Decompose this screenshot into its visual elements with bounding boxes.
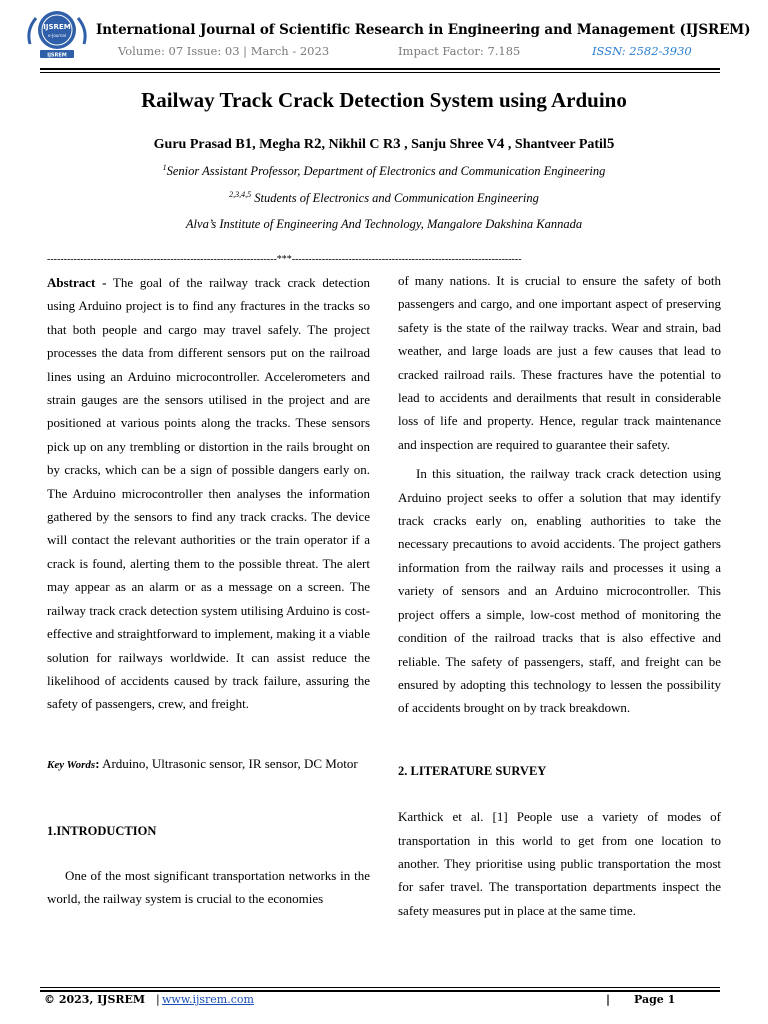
svg-text:IJSREM: IJSREM [47, 52, 67, 59]
affiliation-students: $^{2,3,4,5}$ Students of Electronics and Communication Engineering [229, 190, 539, 206]
author-name: Sanju Shree V [411, 137, 497, 152]
abstract-text: The goal of the railway track crack detection using Arduino project is to find any fractures in the tracks so that both people and cargo may travel safely. The project processes the data from different sensors put on the railroad lines using an Arduino microcontroller. Accelerometers and strain gauges are the sensors utilised in the project and are positioned at various points along the tracks. These sensors pick up on any trembling or distortion in the rails brought on by cracks, which can be a sign of possible dangers early on. The Arduino microcontroller then analyses the information gathered by the sensors to find any track cracks. The device will contact the relevant authorities or the train operator if a crack is found, alerting them to the possible threat. The alert may appear as an alarm or as a message on a screen. The railway track crack detection system utilising Arduino is cost-effective and straightforward to implement, making it a viable solution for railways worldwide. It can assist reduce the likelihood of accidents caused by track failure, assuring the safety of passengers, crew, and freight. [47, 275, 370, 712]
author-index: 3 [393, 136, 401, 152]
journal-meta [0, 44, 768, 60]
left-column [47, 271, 370, 910]
right-column [398, 269, 721, 922]
abstract-label: Abstract - [47, 275, 107, 290]
author-index: 2 [314, 136, 322, 152]
footer-divider: | [156, 993, 160, 1006]
keywords: Key Words: Arduino, Ultrasonic sensor, IR sensor, DC Motor [47, 755, 358, 771]
author-index: 5 [606, 136, 615, 152]
section-separator: ---------------------------------------------------------------------***--------------------------------------------------------------------- [47, 254, 522, 265]
affiliation-institute: Alva’s Institute of Engineering And Technology, Mangalore Dakshina Kannada [185, 217, 583, 231]
author-name: Nikhil C R [328, 137, 394, 152]
literature-survey-paragraph: Karthick et al. [1] People use a variety of modes of transportation in this world to get from one location to another. They prioritise using public transportation the most for safer travel. The transportation departments inspect the safety measures put in place at the same time. [398, 809, 721, 918]
header-rule [40, 68, 720, 70]
introduction-paragraph-continued: of many nations. It is crucial to ensure the safety of both passengers and cargo, and one important aspect of preserving safety is the state of the railway tracks. Wear and strain, bad weather, and large loads are just a few causes that lead to cracked railroad rails. These fractures have the potential to lead to accidents and derailments that result in considerable loss of life and property. Hence, regular track maintenance and inspection are required to guarantee their safety. [398, 273, 721, 452]
svg-text:e-Journal: e-Journal [48, 33, 66, 38]
keywords-label: Key Words [47, 758, 96, 771]
author-name: Megha R [259, 137, 314, 152]
footer-rule-thin [40, 987, 720, 988]
author-name: Shantveer Patil [514, 137, 607, 152]
keywords-text: Arduino, Ultrasonic sensor, IR sensor, DC Motor [99, 755, 358, 771]
author-name: Guru Prasad B [153, 137, 245, 152]
website-link[interactable]: www.ijsrem.com [162, 993, 254, 1006]
header-rule-thin [40, 72, 720, 73]
paper-title: Railway Track Crack Detection System using Arduino [141, 88, 627, 112]
introduction-paragraph-2: In this situation, the railway track crack detection using Arduino project seeks to offer a solution that may identify track cracks early on, enabling authorities to take the necessary precautions to avoid accidents. The project gathers information from the railway rails and processes it using a variety of sensors and an Arduino microcontroller. This project offers a simple, low-cost method of monitoring the condition of the railroad tracks that is also effective and reliable. The safety of passengers, staff, and freight can be ensured by adopting this technology to lessen the possibility of accidents brought on by track breakdown. [398, 466, 721, 716]
page-number: Page 1 [634, 993, 676, 1006]
abstract [47, 271, 370, 716]
introduction-paragraph: One of the most significant transportation networks in the world, the railway system is crucial to the economies [47, 867, 370, 906]
author-index: 1 [244, 136, 253, 152]
footer-rule [40, 990, 720, 992]
section-heading-introduction: 1.INTRODUCTION [47, 824, 157, 839]
section-heading-literature-survey: 2. LITERATURE SURVEY [398, 763, 547, 778]
issn: ISSN: 2582-3930 [592, 44, 692, 58]
author-index: 4 [496, 136, 505, 152]
journal-title: International Journal of Scientific Research in Engineering and Management (IJSREM) [96, 22, 751, 38]
volume-info: Volume: 07 Issue: 03 | March - 2023 [118, 44, 330, 58]
affiliation-professor: $^1$Senior Assistant Professor, Department of Electronics and Communication Engineering [162, 163, 606, 179]
logo-text: IJSREM [43, 23, 71, 31]
page-footer [0, 993, 768, 1009]
copyright: © 2023, IJSREM [44, 993, 146, 1006]
author-list: Guru Prasad B1, Megha R2, Nikhil C R3 , Sanju Shree V4 , Shantveer Patil5 [153, 136, 615, 152]
impact-factor: Impact Factor: 7.185 [398, 44, 521, 58]
footer-divider: | [606, 993, 611, 1006]
